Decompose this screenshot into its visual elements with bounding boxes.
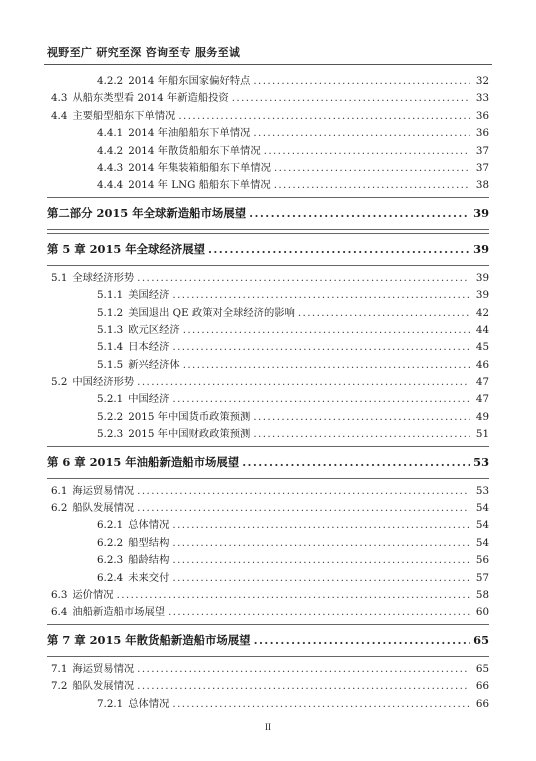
dot-leader	[168, 606, 470, 618]
toc-chapter-entry[interactable]	[47, 237, 489, 262]
toc-entry-number: 7.2.1	[97, 697, 124, 710]
toc-entry[interactable]	[47, 356, 489, 373]
toc-entry-title: 日本经济	[128, 341, 170, 354]
chapter-separator	[47, 446, 489, 447]
toc-entry-page: 39	[473, 242, 489, 257]
toc-entry[interactable]	[47, 304, 489, 321]
toc-entry-title: 第二部分 2015 年全球新造船市场展望	[47, 206, 247, 221]
dot-leader	[183, 324, 470, 336]
chapter-separator	[47, 229, 489, 230]
toc-entry-title: 船龄结构	[128, 554, 170, 567]
dot-leader	[172, 698, 470, 710]
toc-entry-page: 49	[475, 410, 489, 423]
toc-entry[interactable]	[47, 660, 489, 677]
toc-entry[interactable]	[47, 321, 489, 338]
toc-entry[interactable]	[47, 569, 489, 586]
dot-leader	[172, 519, 470, 531]
dot-leader	[253, 127, 470, 139]
dot-leader	[137, 502, 470, 514]
toc-entry-title: 2014 年散货船船东下单情况	[128, 144, 261, 157]
toc-entry-page: 47	[475, 393, 489, 406]
toc-entry-title: 2015 年中国货币政策预测	[128, 410, 251, 423]
toc-entry-page: 58	[475, 588, 489, 601]
dot-leader	[117, 589, 470, 601]
toc-entry-title: 海运贸易情况	[72, 484, 135, 497]
toc-entry[interactable]	[47, 89, 489, 106]
dot-leader	[253, 75, 470, 87]
toc-entry-number: 5.2.3	[97, 428, 124, 441]
toc-entry[interactable]	[47, 269, 489, 286]
toc-entry[interactable]	[47, 677, 489, 694]
dot-leader	[208, 242, 470, 256]
toc-entry-page: 44	[475, 323, 489, 336]
dot-leader	[172, 537, 470, 549]
toc-entry-title: 主要船型船东下单情况	[72, 109, 176, 122]
toc-entry[interactable]	[47, 603, 489, 620]
toc-entry-page: 36	[475, 127, 489, 140]
dot-leader	[172, 289, 470, 301]
dot-leader	[172, 341, 470, 353]
toc-entry-number: 4.3	[51, 92, 68, 105]
dot-leader	[242, 455, 470, 469]
toc-entry-title: 全球经济形势	[72, 271, 135, 284]
toc-entry[interactable]	[47, 142, 489, 159]
toc-entry-page: 46	[475, 358, 489, 371]
toc-entry-page: 65	[473, 633, 489, 648]
dot-leader	[232, 92, 470, 104]
toc-entry-page: 45	[475, 341, 489, 354]
toc-entry-title: 2014 年集装箱船船东下单情况	[128, 161, 271, 174]
toc-entry-title: 船型结构	[128, 536, 170, 549]
chapter-separator	[47, 478, 489, 479]
dot-leader	[137, 663, 470, 675]
toc-entry[interactable]	[47, 534, 489, 551]
toc-entry-title: 中国经济形势	[72, 376, 135, 389]
toc-entry-page: 57	[475, 571, 489, 584]
toc-entry-number: 5.2	[51, 376, 68, 389]
toc-entry-title: 欧元区经济	[128, 323, 180, 336]
dot-leader	[254, 633, 470, 647]
toc-entry-page: 39	[473, 206, 489, 221]
toc-entry-page: 39	[475, 289, 489, 302]
toc-entry-title: 从船东类型看 2014 年新造船投资	[72, 92, 229, 105]
toc-entry-number: 5.1.1	[97, 289, 124, 302]
toc-entry-page: 37	[475, 161, 489, 174]
toc-entry-title: 总体情况	[128, 697, 170, 710]
toc-entry-number: 5.2.2	[97, 410, 124, 423]
toc-entry[interactable]	[47, 499, 489, 516]
toc-entry-page: 38	[475, 179, 489, 192]
toc-entry[interactable]	[47, 586, 489, 603]
dot-leader	[172, 393, 470, 405]
toc-entry-title: 2014 年 LNG 船船东下单情况	[128, 179, 271, 192]
toc-entry[interactable]	[47, 176, 489, 193]
toc-entry-page: 47	[475, 376, 489, 389]
toc-entry[interactable]	[47, 390, 489, 407]
chapter-separator	[47, 265, 489, 266]
toc-entry[interactable]	[47, 338, 489, 355]
toc-entry-title: 2014 年船东国家偏好特点	[128, 75, 251, 87]
toc-entry[interactable]	[47, 695, 489, 712]
toc-entry-title: 运价情况	[72, 588, 114, 601]
toc-entry-title: 第 5 章 2015 年全球经济展望	[47, 242, 206, 257]
page-number: II	[265, 722, 271, 732]
toc-entry[interactable]	[47, 124, 489, 141]
dot-leader	[274, 179, 470, 191]
toc-entry-title: 新兴经济体	[128, 358, 180, 371]
toc-entry-title: 美国退出 QE 政策对全球经济的影响	[128, 306, 295, 319]
toc-entry-page: 51	[475, 428, 489, 441]
toc-entry-page: 53	[473, 455, 489, 470]
toc-entry-page: 33	[475, 92, 489, 105]
dot-leader	[137, 376, 470, 388]
toc-entry-number: 4.2.2	[97, 75, 124, 87]
toc-entry-title: 船队发展情况	[72, 680, 135, 693]
chapter-separator	[47, 624, 489, 625]
dot-leader	[172, 554, 470, 566]
toc-entry-title: 未来交付	[128, 571, 170, 584]
toc-entry-number: 6.2.4	[97, 571, 124, 584]
toc-entry-number: 6.2	[51, 502, 68, 515]
toc-entry-number: 5.1.5	[97, 358, 124, 371]
toc-entry-number: 7.2	[51, 680, 68, 693]
toc-entry-page: 42	[475, 306, 489, 319]
toc-entry-page: 36	[475, 109, 489, 122]
toc-entry-number: 6.2.3	[97, 554, 124, 567]
toc-entry-title: 海运贸易情况	[72, 662, 135, 675]
chapter-separator	[47, 656, 489, 657]
toc-entry-title: 总体情况	[128, 519, 170, 532]
toc-entry-page: 39	[475, 271, 489, 284]
toc-entry-page: 56	[475, 554, 489, 567]
toc-chapter-entry[interactable]	[47, 201, 489, 226]
toc-entry-page: 54	[475, 502, 489, 515]
toc-entry-number: 4.4	[51, 109, 68, 122]
toc-entry-number: 6.1	[51, 484, 68, 497]
toc-entry[interactable]	[47, 373, 489, 390]
dot-leader	[137, 485, 470, 497]
toc-chapter-entry[interactable]	[47, 450, 489, 475]
toc-entry-number: 5.1	[51, 271, 68, 284]
toc-entry-page: 54	[475, 536, 489, 549]
dot-leader	[172, 572, 470, 584]
toc-entry-title: 船队发展情况	[72, 502, 135, 515]
dot-leader	[137, 272, 470, 284]
toc-entry-page: 65	[475, 662, 489, 675]
dot-leader	[253, 411, 470, 423]
chapter-separator	[47, 197, 489, 198]
toc-entry-number: 7.1	[51, 662, 68, 675]
toc-entry[interactable]	[47, 516, 489, 533]
dot-leader	[137, 680, 470, 692]
toc-entry-number: 6.2.2	[97, 536, 124, 549]
dot-leader	[183, 359, 470, 371]
toc-entry-page: 54	[475, 519, 489, 532]
toc-entry[interactable]	[47, 551, 489, 568]
dot-leader	[253, 428, 470, 440]
toc-entry-title: 2015 年中国财政政策预测	[128, 428, 251, 441]
toc-entry-page: 66	[475, 697, 489, 710]
toc-entry-number: 5.1.2	[97, 306, 124, 319]
dot-leader	[264, 145, 470, 157]
header-rule	[44, 64, 492, 65]
toc-entry-number: 6.2.1	[97, 519, 124, 532]
toc-entry-number: 5.1.3	[97, 323, 124, 336]
toc-entry-number: 4.4.1	[97, 127, 124, 140]
table-of-contents	[47, 72, 489, 712]
toc-entry-number: 4.4.3	[97, 161, 124, 174]
toc-entry-title: 中国经济	[128, 393, 170, 406]
toc-entry[interactable]	[47, 72, 489, 89]
toc-entry-page: 60	[475, 606, 489, 619]
toc-entry-title: 第 6 章 2015 年油船新造船市场展望	[47, 455, 240, 470]
toc-entry[interactable]	[47, 159, 489, 176]
toc-entry[interactable]	[47, 107, 489, 124]
toc-entry-number: 6.3	[51, 588, 68, 601]
toc-entry[interactable]	[47, 482, 489, 499]
toc-entry-number: 6.4	[51, 606, 68, 619]
toc-entry-page: 37	[475, 144, 489, 157]
toc-entry[interactable]	[47, 286, 489, 303]
chapter-separator	[47, 233, 489, 234]
toc-entry-number: 4.4.4	[97, 179, 124, 192]
dot-leader	[178, 110, 470, 122]
toc-entry-number: 4.4.2	[97, 144, 124, 157]
toc-chapter-entry[interactable]	[47, 628, 489, 653]
dot-leader	[249, 206, 470, 220]
toc-entry-page: 32	[475, 75, 489, 87]
running-header: 视野至广 研究至深 咨询至专 服务至诚	[47, 46, 241, 59]
toc-entry-page: 66	[475, 680, 489, 693]
toc-entry-page: 53	[475, 484, 489, 497]
toc-entry[interactable]	[47, 425, 489, 442]
toc-entry-number: 5.2.1	[97, 393, 124, 406]
toc-entry-title: 油船新造船市场展望	[72, 606, 166, 619]
dot-leader	[274, 162, 470, 174]
toc-entry-title: 2014 年油船船东下单情况	[128, 127, 251, 140]
toc-entry-number: 5.1.4	[97, 341, 124, 354]
dot-leader	[298, 307, 470, 319]
toc-entry[interactable]	[47, 408, 489, 425]
toc-entry-title: 第 7 章 2015 年散货船新造船市场展望	[47, 633, 251, 648]
toc-entry-title: 美国经济	[128, 289, 170, 302]
